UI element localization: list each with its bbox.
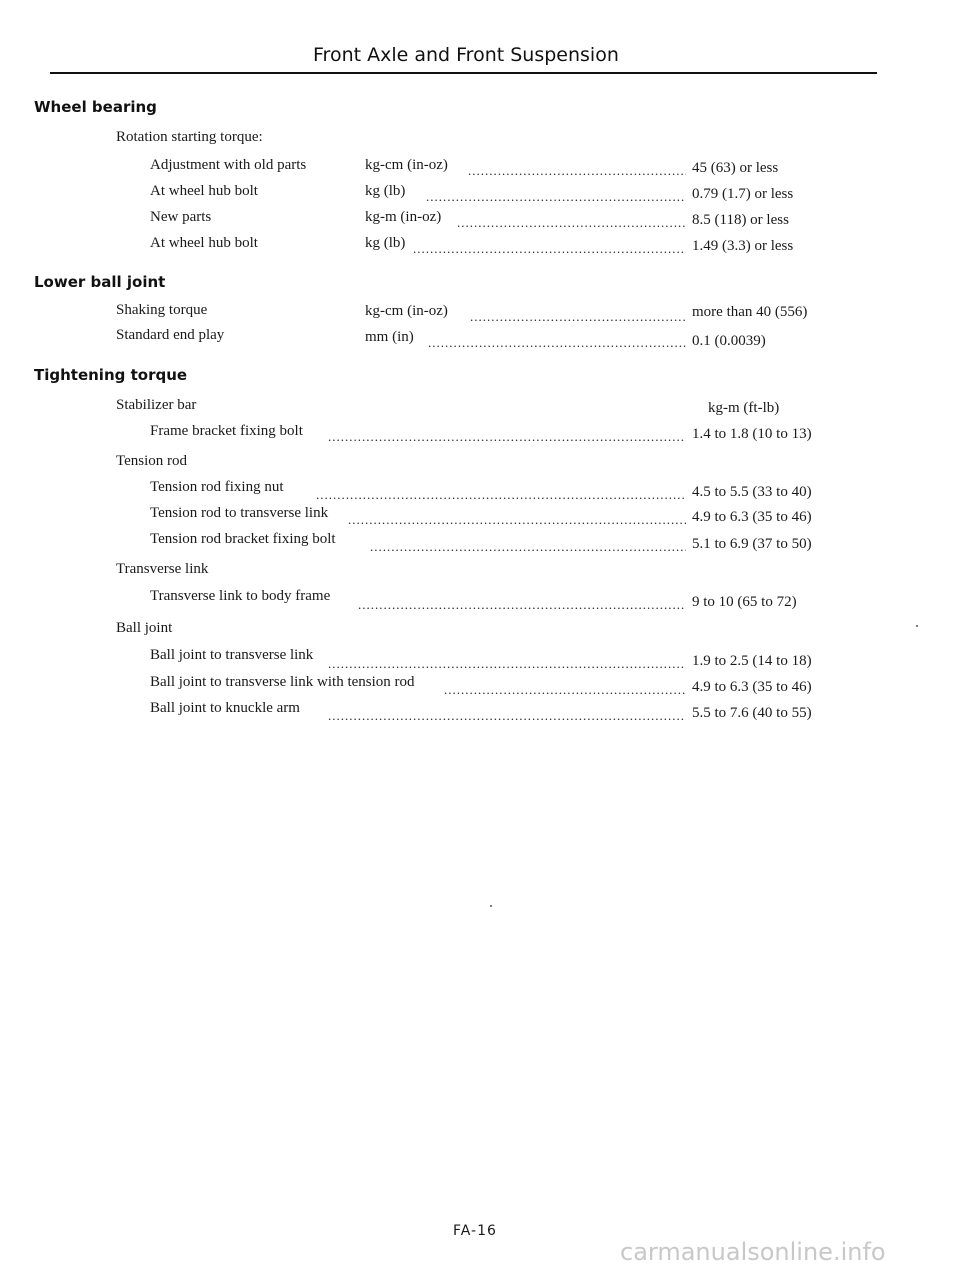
page-title: Front Axle and Front Suspension <box>313 44 619 66</box>
spec-row-value: 1.49 (3.3) or less <box>692 238 794 254</box>
spec-row-label: Transverse link to body frame <box>150 588 331 604</box>
spec-row-unit: mm (in) <box>365 329 414 345</box>
leader-dots <box>457 215 686 229</box>
spec-row-label: Standard end play <box>116 327 225 343</box>
leader-dots <box>328 429 686 443</box>
leader-dots <box>444 682 686 696</box>
spec-row-value: 1.4 to 1.8 (10 to 13) <box>692 426 812 442</box>
spec-row-label: Tension rod bracket fixing bolt <box>150 531 336 547</box>
torque-unit-header: kg-m (ft-lb) <box>708 400 780 416</box>
spec-row-label: Adjustment with old parts <box>150 157 307 173</box>
spec-row-value: 4.5 to 5.5 (33 to 40) <box>692 484 812 500</box>
leader-dots <box>328 656 686 670</box>
rotation-starting-torque-label: Rotation starting torque: <box>116 129 263 145</box>
leader-dots <box>413 241 686 255</box>
spec-row-unit: kg-cm (in-oz) <box>365 303 448 319</box>
leader-dots <box>316 487 686 501</box>
spec-row-unit: kg (lb) <box>365 183 406 199</box>
spec-row-value: 5.1 to 6.9 (37 to 50) <box>692 536 812 552</box>
spec-row-value: 4.9 to 6.3 (35 to 46) <box>692 679 812 695</box>
leader-dots <box>426 189 686 203</box>
spec-row-label: New parts <box>150 209 212 225</box>
spec-row-label: Ball joint to transverse link with tension rod <box>150 674 415 690</box>
spec-row-label: Tension rod fixing nut <box>150 479 284 495</box>
scan-speck <box>916 625 918 627</box>
spec-row-label: Frame bracket fixing bolt <box>150 423 303 439</box>
spec-row-value: more than 40 (556) <box>692 304 808 320</box>
spec-row-value: 1.9 to 2.5 (14 to 18) <box>692 653 812 669</box>
spec-row-value: 9 to 10 (65 to 72) <box>692 594 797 610</box>
spec-row-label: At wheel hub bolt <box>150 235 258 251</box>
spec-row-value: 0.1 (0.0039) <box>692 333 766 349</box>
spec-row-value: 8.5 (118) or less <box>692 212 789 228</box>
tension-rod-label: Tension rod <box>116 453 188 469</box>
leader-dots <box>468 163 686 177</box>
spec-row-label: Ball joint to knuckle arm <box>150 700 300 716</box>
header-rule <box>50 72 877 74</box>
leader-dots <box>328 708 686 722</box>
tightening-torque-heading: Tightening torque <box>34 366 188 384</box>
spec-row-value: 0.79 (1.7) or less <box>692 186 794 202</box>
leader-dots <box>348 512 686 526</box>
spec-row-value: 45 (63) or less <box>692 160 779 176</box>
spec-row-unit: kg (lb) <box>365 235 406 251</box>
spec-row-value: 5.5 to 7.6 (40 to 55) <box>692 705 812 721</box>
wheel-bearing-heading: Wheel bearing <box>34 98 157 116</box>
spec-row-label: At wheel hub bolt <box>150 183 258 199</box>
spec-row-unit: kg-m (in-oz) <box>365 209 442 225</box>
leader-dots <box>428 335 686 349</box>
spec-row-unit: kg-cm (in-oz) <box>365 157 448 173</box>
watermark: carmanualsonline.info <box>620 1238 886 1266</box>
spec-row-label: Shaking torque <box>116 302 208 318</box>
leader-dots <box>370 539 686 553</box>
leader-dots <box>358 597 686 611</box>
spec-row-value: 4.9 to 6.3 (35 to 46) <box>692 509 812 525</box>
spec-row-label: Tension rod to transverse link <box>150 505 329 521</box>
ball-joint-label: Ball joint <box>116 620 173 636</box>
transverse-link-label: Transverse link <box>116 561 209 577</box>
leader-dots <box>470 309 686 323</box>
spec-row-label: Ball joint to transverse link <box>150 647 314 663</box>
stabilizer-bar-label: Stabilizer bar <box>116 397 197 413</box>
page-number: FA-16 <box>453 1223 497 1239</box>
lower-ball-joint-heading: Lower ball joint <box>34 273 166 291</box>
scan-speck <box>490 905 492 907</box>
